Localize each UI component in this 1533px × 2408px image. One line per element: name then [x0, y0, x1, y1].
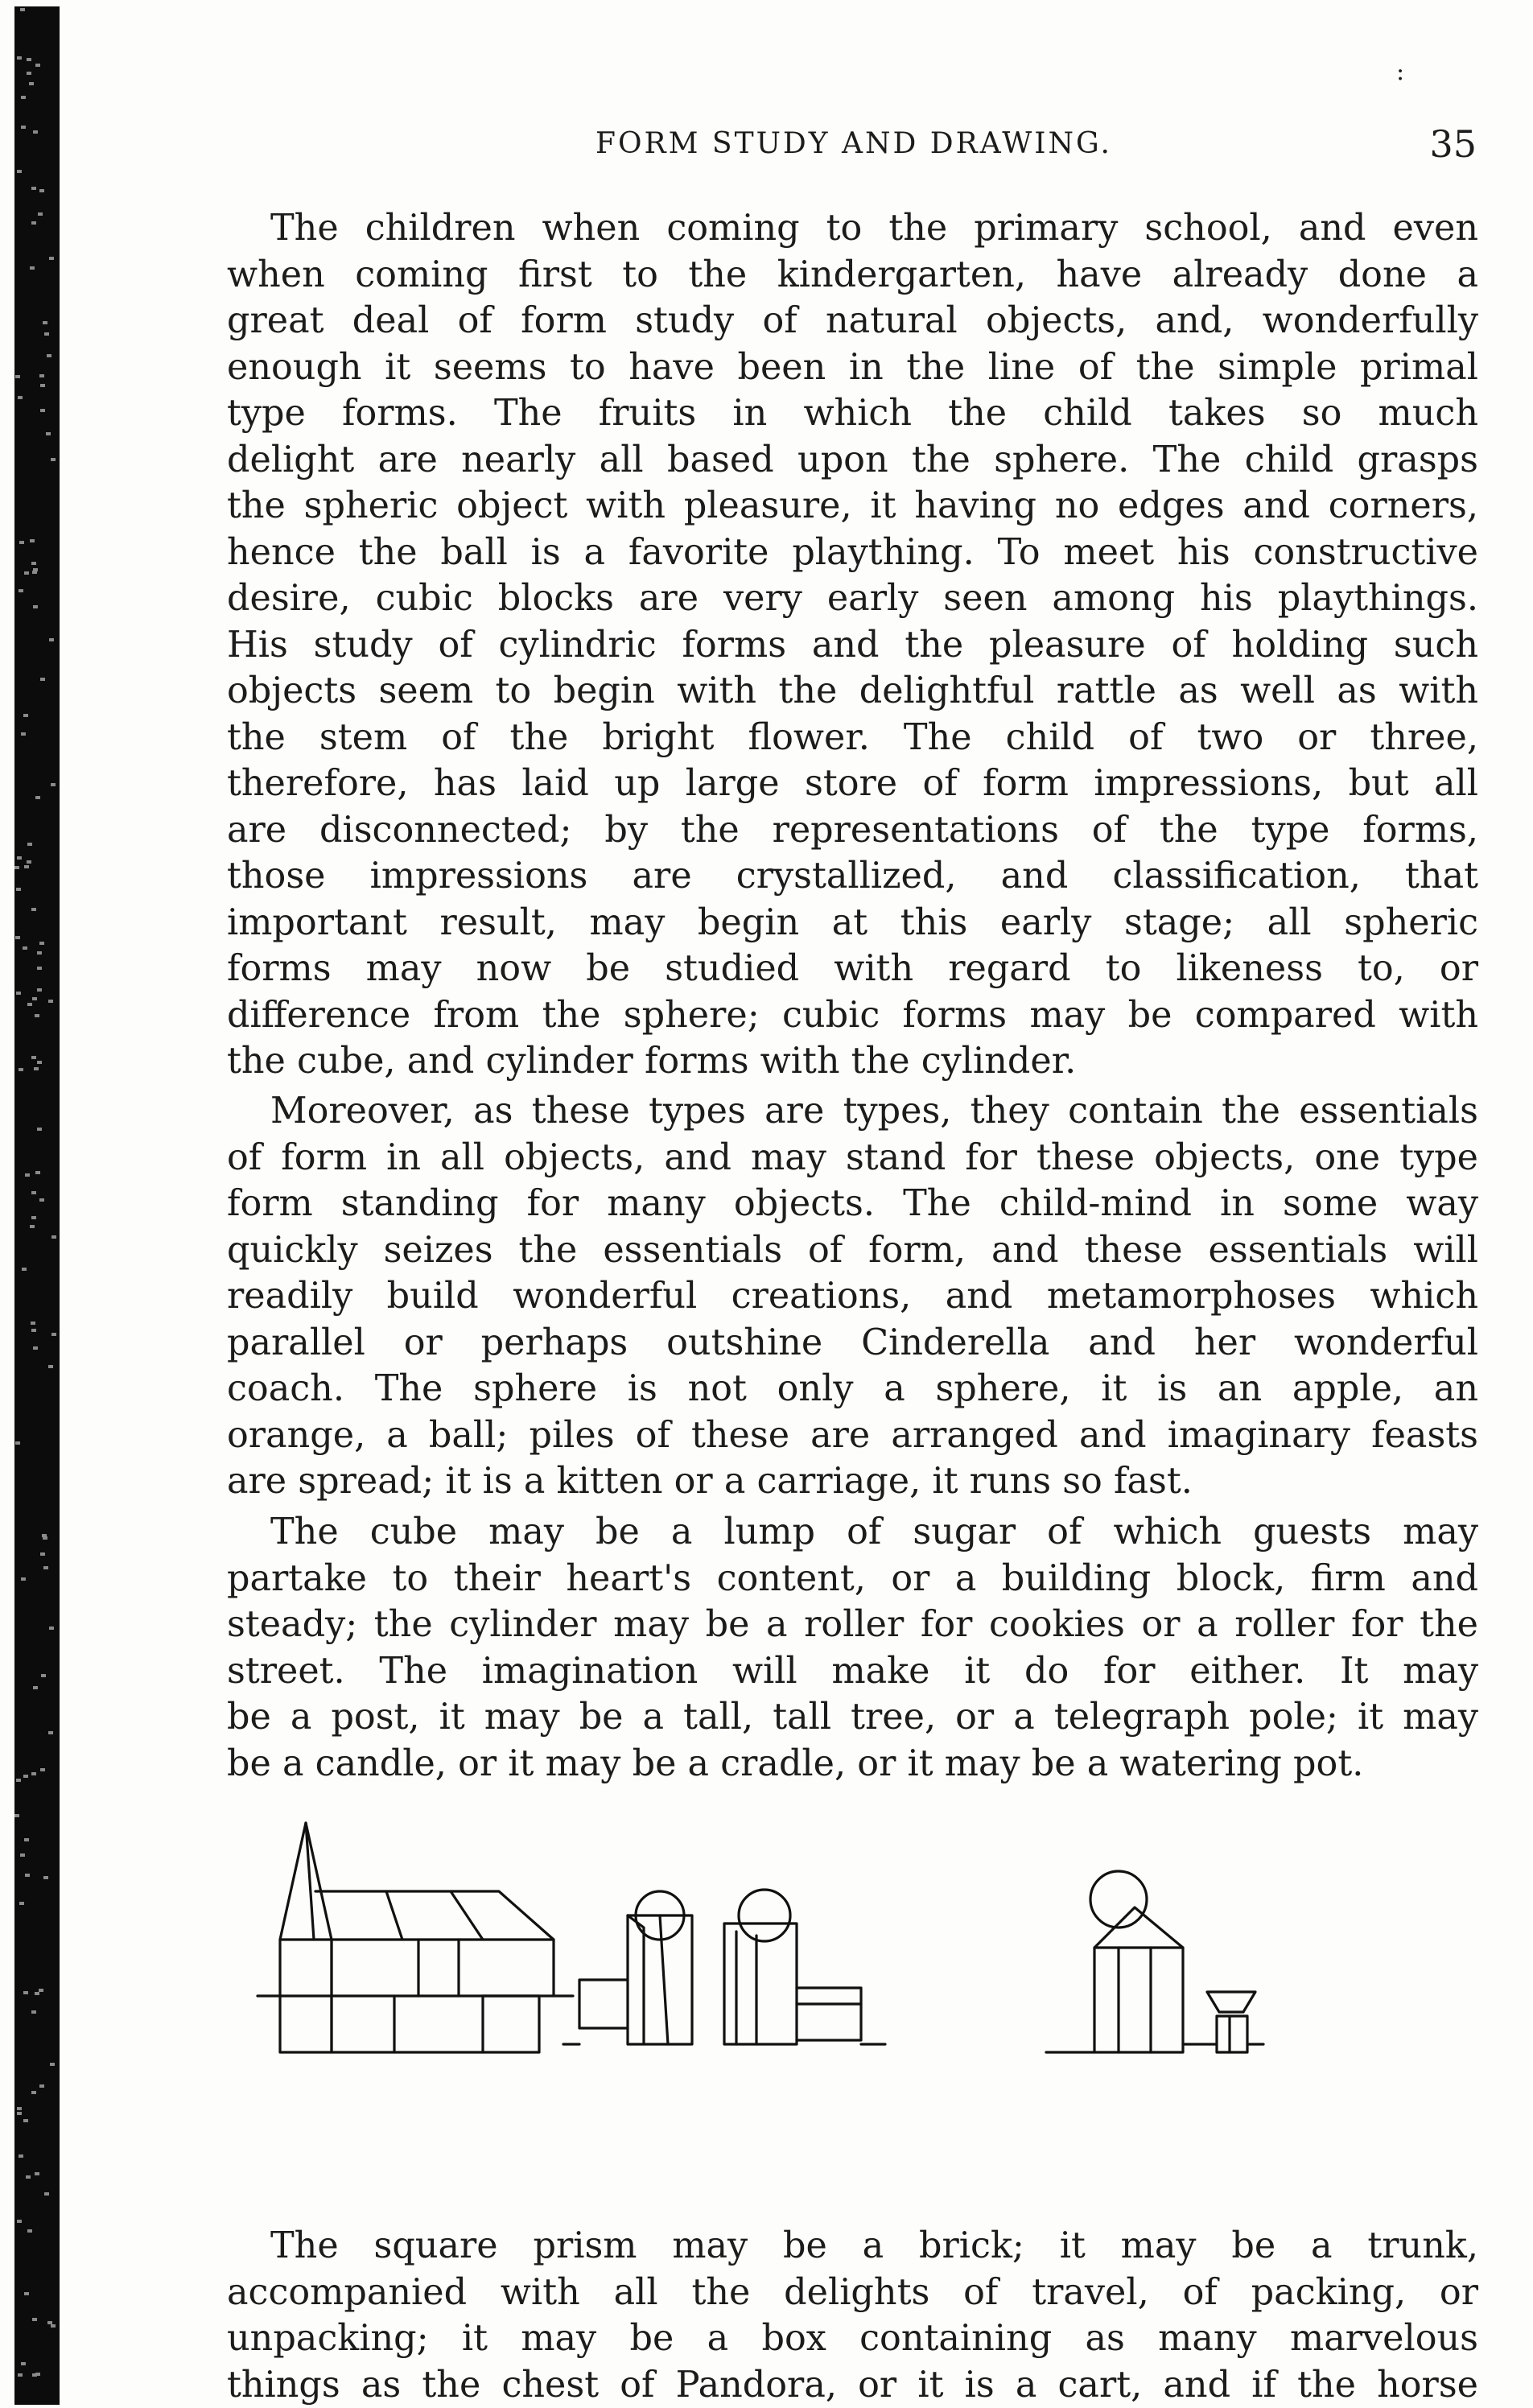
gutter-speck	[18, 396, 23, 399]
text-line: partake to their heart's content, or a building block, firm and	[227, 1556, 1478, 1602]
gutter-speck	[46, 432, 51, 435]
gutter-speck	[37, 951, 42, 955]
gutter-speck	[24, 571, 29, 575]
gutter-speck	[31, 908, 36, 911]
gutter-speck	[39, 1989, 43, 1992]
gutter-speck	[27, 860, 31, 864]
gutter-speck	[23, 946, 27, 950]
gutter-speck	[17, 2107, 22, 2110]
gutter-speck	[35, 1171, 40, 1174]
text-line: quickly seizes the essentials of form, and these essentials will	[227, 1227, 1478, 1274]
gutter-speck	[27, 72, 31, 75]
gutter-speck	[33, 130, 38, 134]
gutter-speck	[31, 1322, 35, 1325]
text-line: when coming first to the kindergarten, have already done a	[227, 252, 1478, 299]
text-line: type forms. The fruits in which the child takes so much	[227, 390, 1478, 437]
gutter-speck	[31, 562, 36, 565]
gutter-speck	[44, 332, 49, 336]
gutter-speck	[21, 732, 26, 736]
gutter-speck	[24, 865, 29, 868]
text-line: enough it seems to have been in the line of the simple primal	[227, 344, 1478, 391]
gutter-speck	[27, 843, 32, 846]
gutter-speck	[48, 1365, 53, 1368]
text-line: His study of cylindric forms and the pleasure of holding such	[227, 622, 1478, 669]
gutter-speck	[19, 589, 23, 592]
gutter-speck	[26, 2175, 31, 2179]
gutter-speck	[51, 783, 56, 786]
gutter-speck	[17, 56, 22, 60]
gutter-speck	[39, 374, 44, 377]
text-line: are spread; it is a kitten or a carriage, it runs so fast.	[227, 1458, 1478, 1505]
gutter-speck	[15, 936, 20, 939]
paragraph-2	[227, 1088, 1478, 1505]
gutter-speck	[31, 1329, 36, 1332]
gutter-speck	[31, 187, 36, 190]
gutter-speck	[37, 967, 42, 970]
scan-binding-edge	[14, 6, 60, 2405]
blocks-with-spheres-drawing	[563, 1890, 885, 2044]
text-line: delight are nearly all based upon the sphere. The child grasps	[227, 437, 1478, 484]
gutter-speck	[42, 1534, 47, 1537]
gutter-speck	[37, 1128, 42, 1131]
gutter-speck	[23, 1991, 28, 1994]
gutter-speck	[39, 2084, 44, 2088]
gutter-speck	[31, 1216, 36, 1219]
gutter-speck	[40, 409, 45, 412]
gutter-speck	[14, 866, 19, 869]
gutter-speck	[31, 1772, 36, 1775]
gutter-speck	[31, 2010, 36, 2014]
gutter-speck	[29, 82, 34, 85]
paragraph-3	[227, 1509, 1478, 1787]
gutter-speck	[20, 1853, 25, 1857]
text-line: The square prism may be a brick; it may be a trunk,	[227, 2223, 1478, 2270]
gutter-speck	[33, 1346, 38, 1350]
gutter-speck	[49, 257, 54, 260]
gutter-speck	[39, 1198, 44, 1202]
gutter-speck	[32, 571, 37, 574]
gutter-speck	[16, 888, 21, 891]
gutter-speck	[16, 992, 21, 995]
gutter-speck	[17, 170, 22, 173]
text-line: hence the ball is a favorite plaything. To meet his constructive	[227, 530, 1478, 576]
gutter-speck	[40, 1552, 45, 1556]
gutter-speck	[39, 189, 44, 192]
gutter-speck	[32, 2373, 37, 2377]
gutter-speck	[52, 1333, 56, 1336]
text-line: street. The imagination will make it do for either. It may	[227, 1648, 1478, 1695]
gutter-speck	[18, 2373, 23, 2377]
gutter-speck	[40, 678, 45, 681]
gutter-speck	[35, 2172, 39, 2175]
gutter-speck	[52, 1235, 56, 1239]
gutter-speck	[21, 2362, 26, 2365]
gutter-speck	[47, 354, 52, 357]
gutter-speck	[16, 1779, 21, 1782]
text-line: of form in all objects, and may stand for these objects, one type	[227, 1135, 1478, 1181]
gutter-speck	[30, 1225, 35, 1228]
blocks-with-sphere-and-bowl-drawing	[1046, 1871, 1263, 2052]
gutter-speck	[19, 2154, 23, 2158]
gutter-speck	[15, 375, 20, 378]
gutter-speck	[15, 1441, 20, 1445]
gutter-speck	[44, 2192, 49, 2196]
paragraph-4	[227, 2223, 1478, 2408]
text-line: coach. The sphere is not only a sphere, it is an apple, an	[227, 1366, 1478, 1412]
gutter-speck	[38, 212, 43, 216]
text-line: objects seem to begin with the delightful rattle as well as with	[227, 668, 1478, 715]
gutter-speck	[31, 221, 36, 225]
text-line: readily build wonderful creations, and metamorphoses which	[227, 1273, 1478, 1320]
gutter-speck	[33, 605, 38, 608]
gutter-speck	[40, 384, 45, 387]
text-line: accompanied with all the delights of travel, of packing, or	[227, 2270, 1478, 2316]
text-line: The children when coming to the primary school, and even	[227, 205, 1478, 252]
text-line: be a post, it may be a tall, tall tree, or a telegraph pole; it may	[227, 1694, 1478, 1741]
gutter-speck	[32, 997, 37, 1000]
gutter-speck	[35, 796, 40, 799]
gutter-speck	[39, 942, 44, 945]
gutter-speck	[19, 1902, 24, 1905]
gutter-speck	[19, 1068, 23, 1071]
text-line: unpacking; it may be a box containing as many marvelous	[227, 2315, 1478, 2362]
block-illustration	[241, 1803, 1489, 2076]
block-house-drawing	[258, 1823, 573, 2052]
gutter-speck	[17, 2112, 22, 2115]
text-line: difference from the sphere; cubic forms may be compared with	[227, 992, 1478, 1039]
page-number: 35	[1429, 122, 1477, 166]
text-line: the cube, and cylinder forms with the cylinder.	[227, 1038, 1478, 1085]
gutter-speck	[21, 96, 26, 99]
gutter-speck	[34, 1067, 39, 1070]
text-line: steady; the cylinder may be a roller for cookies or a roller for the	[227, 1602, 1478, 1648]
gutter-speck	[24, 2292, 29, 2295]
gutter-speck	[31, 1056, 36, 1059]
gutter-speck	[50, 2063, 55, 2066]
text-line: things as the chest of Pandora, or it is a cart, and if the horse	[227, 2362, 1478, 2408]
text-line: those impressions are crystallized, and classification, that	[227, 853, 1478, 900]
text-line: Moreover, as these types are types, they contain the essentials	[227, 1088, 1478, 1135]
text-line: important result, may begin at this early stage; all spheric	[227, 900, 1478, 946]
gutter-speck	[31, 1191, 36, 1194]
text-line: great deal of form study of natural objects, and, wonderfully	[227, 298, 1478, 344]
gutter-speck	[22, 1268, 27, 1271]
gutter-speck	[17, 2220, 22, 2223]
top-mark: :	[1396, 58, 1404, 86]
text-line: are disconnected; by the representations of the type forms,	[227, 807, 1478, 854]
gutter-speck	[48, 1731, 53, 1734]
gutter-speck	[27, 58, 31, 61]
text-line: the spheric object with pleasure, it having no edges and corners,	[227, 483, 1478, 530]
running-title: FORM STUDY AND DRAWING.	[595, 127, 1112, 160]
text-line: form standing for many objects. The child-mind in some way	[227, 1181, 1478, 1227]
gutter-speck	[43, 321, 47, 324]
gutter-speck	[31, 2091, 36, 2094]
gutter-speck	[23, 714, 28, 717]
text-line: the stem of the bright flower. The child of two or three,	[227, 715, 1478, 761]
text-line: be a candle, or it may be a cradle, or it may be a watering pot.	[227, 1741, 1478, 1787]
running-head	[233, 122, 1477, 171]
text-line: therefore, has laid up large store of form impressions, but all	[227, 761, 1478, 807]
gutter-speck	[48, 1000, 53, 1003]
text-line: forms may now be studied with regard to likeness to, or	[227, 946, 1478, 992]
gutter-speck	[47, 2321, 52, 2324]
gutter-speck	[14, 1814, 19, 1817]
gutter-speck	[21, 126, 26, 129]
gutter-speck	[20, 8, 25, 11]
gutter-speck	[32, 2318, 37, 2321]
gutter-speck	[30, 539, 35, 542]
gutter-speck	[37, 988, 42, 992]
gutter-speck	[49, 1627, 54, 1630]
gutter-speck	[43, 1876, 48, 1879]
gutter-speck	[25, 1173, 30, 1177]
gutter-speck	[37, 1061, 42, 1064]
gutter-speck	[35, 64, 40, 67]
gutter-speck	[30, 266, 35, 270]
gutter-speck	[35, 1014, 39, 1017]
gutter-speck	[24, 1838, 29, 1841]
gutter-speck	[27, 1003, 32, 1006]
gutter-speck	[33, 1686, 38, 1689]
gutter-speck	[41, 1674, 46, 1677]
text-line: orange, a ball; piles of these are arranged and imaginary feasts	[227, 1412, 1478, 1459]
gutter-speck	[23, 2119, 28, 2122]
gutter-speck	[23, 1775, 28, 1778]
paragraph-1	[227, 205, 1478, 1085]
gutter-speck	[27, 2229, 32, 2233]
gutter-speck	[17, 856, 22, 860]
text-line: parallel or perhaps outshine Cinderella and her wonderful	[227, 1320, 1478, 1367]
text-line: desire, cubic blocks are very early seen among his playthings.	[227, 575, 1478, 622]
gutter-speck	[21, 1577, 26, 1581]
gutter-speck	[35, 1992, 39, 1995]
gutter-speck	[40, 1768, 45, 1771]
gutter-speck	[51, 2324, 56, 2328]
text-line: The cube may be a lump of sugar of which guests may	[227, 1509, 1478, 1556]
gutter-speck	[19, 541, 24, 544]
gutter-speck	[25, 1874, 30, 1877]
gutter-speck	[49, 638, 54, 641]
gutter-speck	[43, 1566, 48, 1569]
gutter-speck	[51, 458, 56, 461]
